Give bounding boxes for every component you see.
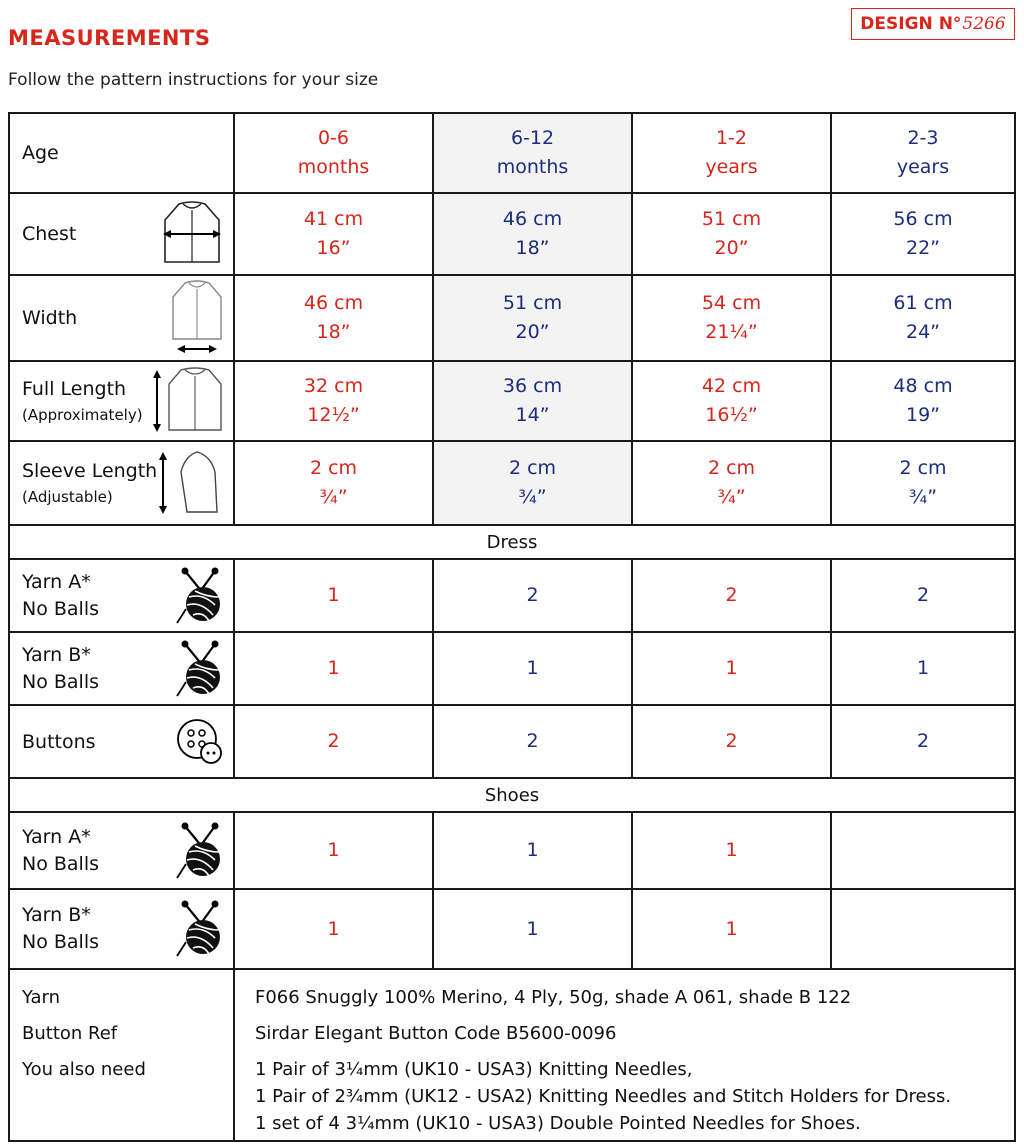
yarn-ball-icon [175,900,225,958]
dress-yarn-a-row: Yarn A* No Balls 1 2 2 2 [9,559,1015,632]
size-col-3: 2-3 years [831,113,1015,193]
button-ref-label: Button Ref [22,1023,118,1044]
buttons-label: Buttons [9,705,234,778]
full-length-row: Full Length (Approximately) 32 cm 12½” 36 cm 14” 42 cm 16½” 48 cm 19” [9,361,1015,441]
design-number: 5266 [962,14,1006,34]
footer-values [234,969,1015,1141]
shoes-yarn-b-label: Yarn B* No Balls [9,889,234,969]
shoes-section-row [9,778,1015,812]
width-label: Width [9,275,234,361]
page-subtitle: Follow the pattern instructions for your size [8,70,379,90]
also-need-label: You also need [22,1059,146,1080]
dress-heading: Dress [9,525,1015,559]
needs-line-2: 1 Pair of 2¾mm (UK12 - USA2) Knitting Needles and Stitch Holders for Dress. [255,1086,952,1107]
yarn-ball-icon [175,640,225,698]
design-number-box [851,8,1015,40]
size-col-1: 6-12 months [433,113,632,193]
needs-line-1: 1 Pair of 3¼mm (UK10 - USA3) Knitting Needles, [255,1059,693,1080]
dress-buttons-row: Buttons 2 2 2 2 [9,705,1015,778]
shoes-heading: Shoes [9,778,1015,812]
shoes-yarn-a-row: Yarn A* No Balls 1 1 1 [9,812,1015,889]
dress-yarn-b-row: Yarn B* No Balls 1 1 1 1 [9,632,1015,705]
sleeve-length-label: Sleeve Length (Adjustable) [9,441,234,525]
button-icon [175,717,225,767]
shoes-yarn-a-label: Yarn A* No Balls [9,812,234,889]
age-label: Age [9,113,234,193]
age-row [9,113,1015,193]
yarn-ball-icon [175,822,225,880]
footer-row [9,969,1015,1141]
dress-yarn-a-label: Yarn A* No Balls [9,559,234,632]
width-row: Width 46 cm 18” 51 cm 20” 54 cm 21¼” 61 cm 24” [9,275,1015,361]
design-prefix: DESIGN N° [860,14,962,34]
full-length-label: Full Length (Approximately) [9,361,234,441]
size-col-2: 1-2 years [632,113,831,193]
sleeve-length-row: Sleeve Length (Adjustable) 2 cm ¾” 2 cm ¾” 2 cm ¾” 2 cm ¾” [9,441,1015,525]
yarn-ball-icon [175,567,225,625]
sleeve-length-icon [155,448,225,518]
dress-yarn-b-label: Yarn B* No Balls [9,632,234,705]
needs-line-3: 1 set of 4 3¼mm (UK10 - USA3) Double Pointed Needles for Shoes. [255,1113,861,1134]
cardigan-chest-icon [159,198,225,270]
button-ref-value: Sirdar Elegant Button Code B5600-0096 [255,1023,617,1044]
shoes-yarn-b-row: Yarn B* No Balls 1 1 1 [9,889,1015,969]
size-col-0: 0-6 months [234,113,433,193]
chest-label: Chest [9,193,234,275]
footer-labels [9,969,234,1141]
measurements-table [8,112,1016,1142]
page-title: MEASUREMENTS [8,26,211,50]
yarn-label: Yarn [22,987,61,1008]
cardigan-width-icon [169,279,225,357]
chest-row: Chest 41 cm 16” 46 cm 18” 51 cm 20” 56 cm 22” [9,193,1015,275]
yarn-value: F066 Snuggly 100% Merino, 4 Ply, 50g, shade A 061, shade B 122 [255,987,852,1008]
dress-section-row [9,525,1015,559]
cardigan-length-icon [149,366,225,436]
